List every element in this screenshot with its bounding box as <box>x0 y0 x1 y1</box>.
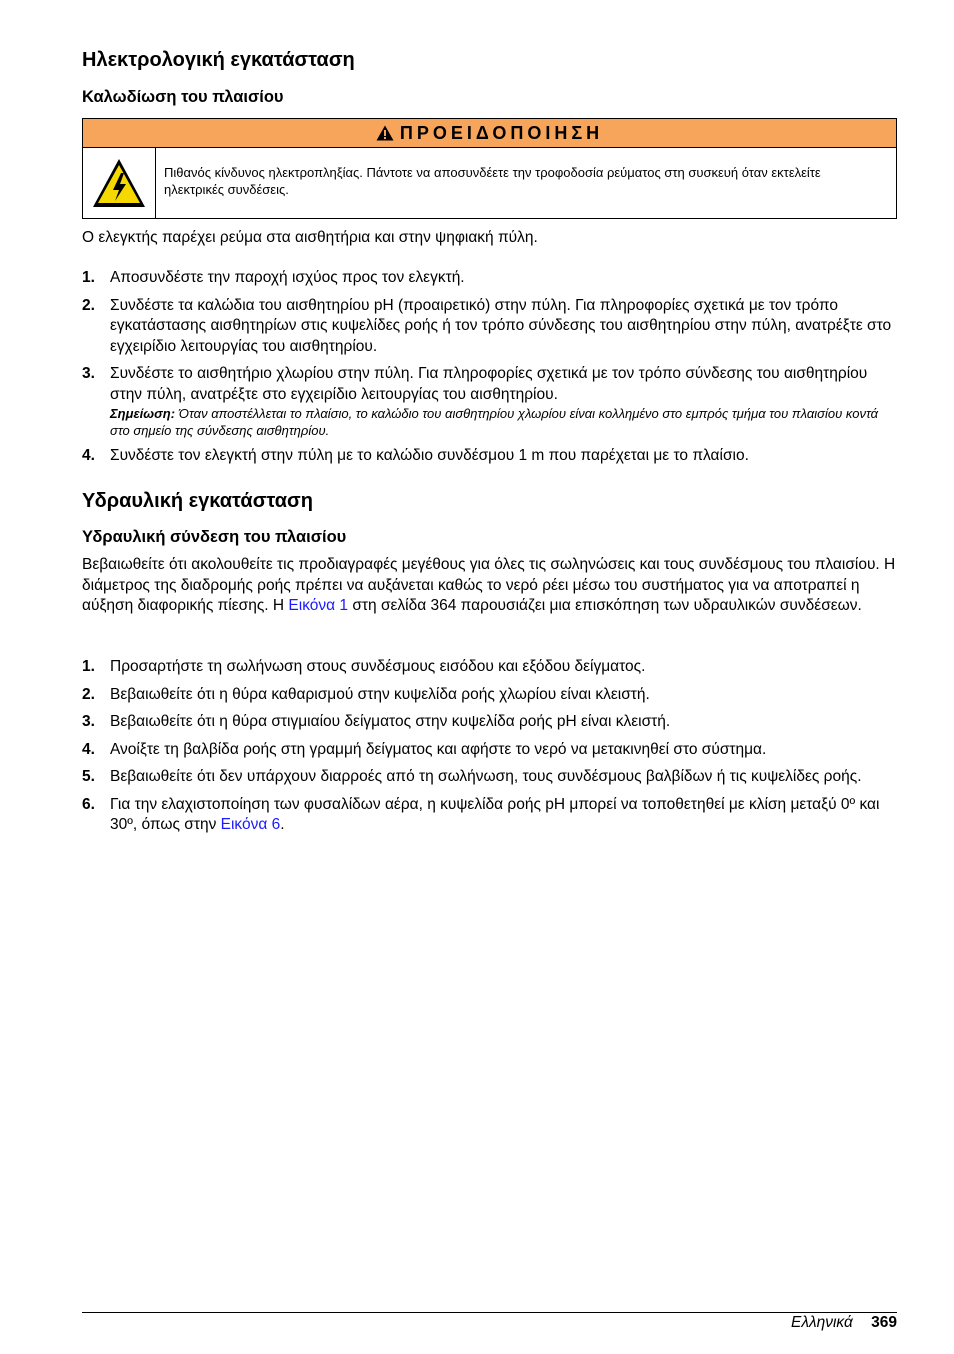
list-item <box>82 712 897 733</box>
subsection-title-wiring: Καλωδίωση του πλαισίου <box>82 88 284 106</box>
step-text: Ανοίξτε τη βαλβίδα ροής στη γραμμή δείγματος και αφήστε το νερό να μετακινηθεί στο σύστημα. <box>110 740 767 758</box>
section-title-electrical: Ηλεκτρολογική εγκατάσταση <box>82 49 355 71</box>
step-text-end: . <box>280 816 285 833</box>
step-text: Βεβαιωθείτε ότι δεν υπάρχουν διαρροές από τη σωλήνωση, τους συνδέσμους βαλβίδων ή τις κυψελίδες ροής. <box>110 768 862 785</box>
plumbing-intro-text: Βεβαιωθείτε ότι ακολουθείτε τις προδιαγραφές μεγέθους για όλες τις σωληνώσεις και τους συνδέσμους του πλαισίου. Η διάμετρος της διαδρομής ροής πρέπει να αυξάνεται καθώς το νερό ρέει μέσω του συστήματος για να αποτραπεί η αύξηση διαφορικής πίεσης. Η <box>82 556 896 614</box>
step-text: Συνδέστε τα καλώδια του αισθητηρίου pH (προαιρετικό) στην πύλη. Για πληροφορίες σχετικά με τον τρόπο εγκατάστασης αισθητηρίων στις κυψελίδες ροής ή τον τρόπο σύνδεσης του αισθητηρίου στην πύλη, ανατρέξτε στο εγχειρίδιο λειτουργίας του αισθητηρίου. <box>110 296 892 355</box>
plumbing-intro-text-end: στη σελίδα 364 παρουσιάζει μια επισκόπηση των υδραυλικών συνδέσεων. <box>348 597 862 614</box>
step-text: Βεβαιωθείτε ότι η θύρα στιγμιαίου δείγματος στην κυψελίδα ροής pH είναι κλειστή. <box>110 713 671 730</box>
list-item <box>82 657 897 678</box>
figure-1-link[interactable]: Εικόνα 1 <box>288 597 349 614</box>
note-text: Όταν αποστέλλεται το πλαίσιο, το καλώδιο του αισθητηρίου χλωρίου είναι κολλημένο στο εμπρός τμήμα του πλαισίου κοντά στο σημείο της σύνδεσης αισθητηρίου. <box>110 406 879 438</box>
step-number: 3. <box>82 365 95 382</box>
warning-text: Πιθανός κίνδυνος ηλεκτροπληξίας. Πάντοτε να αποσυνδέετε την τροφοδοσία ρεύματος στη συσκευή όταν εκτελείτε ηλεκτρικές συνδέσεις. <box>164 165 821 197</box>
step-number: 2. <box>82 685 95 703</box>
list-item <box>82 767 897 788</box>
warning-heading: ΠΡΟΕΙΔΟΠΟΙΗΣΗ <box>399 122 604 143</box>
list-item <box>82 296 897 358</box>
footer-language: Ελληνικά <box>791 1314 853 1331</box>
list-item <box>82 740 897 761</box>
electrical-hazard-icon <box>91 157 147 209</box>
step-number: 1. <box>82 269 95 286</box>
step-text: Συνδέστε τον ελεγκτή στην πύλη με το καλώδιο συνδέσμου 1 m που παρέχεται με το πλαίσιο. <box>110 447 749 464</box>
step-number: 1. <box>82 658 95 675</box>
step-number: 3. <box>82 713 95 730</box>
step-number: 4. <box>82 740 95 758</box>
section-title-hydraulic: Υδραυλική εγκατάσταση <box>82 490 313 512</box>
step-number: 4. <box>82 447 95 464</box>
list-item <box>82 364 897 439</box>
plumbing-intro <box>82 555 897 617</box>
figure-6-link[interactable]: Εικόνα 6 <box>220 816 281 833</box>
list-item <box>82 795 897 836</box>
step-number: 2. <box>82 296 95 314</box>
subsection-title-plumbing: Υδραυλική σύνδεση του πλαισίου <box>82 528 347 546</box>
note <box>110 405 897 439</box>
note-label: Σημείωση: <box>110 406 176 421</box>
list-item <box>82 685 897 706</box>
warning-icon-cell <box>83 148 156 218</box>
intro-paragraph: Ο ελεγκτής παρέχει ρεύμα στα αισθητήρια και στην ψηφιακή πύλη. <box>82 229 538 246</box>
page-footer <box>791 1313 897 1333</box>
plumbing-steps <box>82 657 897 836</box>
step-text: Αποσυνδέστε την παροχή ισχύος προς τον ελεγκτή. <box>110 269 465 286</box>
footer-divider <box>82 1312 897 1313</box>
step-number: 6. <box>82 795 95 813</box>
warning-header <box>83 119 896 148</box>
list-item <box>82 268 897 289</box>
list-item <box>82 446 897 467</box>
step-text: Συνδέστε το αισθητήριο χλωρίου στην πύλη. Για πληροφορίες σχετικά με τον τρόπο σύνδεσης του αισθητηρίου στην πύλη, ανατρέξτε στο εγχειρίδιο λειτουργίας του αισθητηρίου. <box>110 365 868 403</box>
step-text: Για την ελαχιστοποίηση των φυσαλίδων αέρα, η κυψελίδα ροής pH μπορεί να τοποθετηθεί με κλίση μεταξύ 0º και 30º, όπως στην <box>110 795 880 833</box>
warning-box <box>82 118 897 219</box>
step-text: Βεβαιωθείτε ότι η θύρα καθαρισμού στην κυψελίδα ροής χλωρίου είναι κλειστή. <box>110 685 650 703</box>
step-text: Προσαρτήστε τη σωλήνωση στους συνδέσμους εισόδου και εξόδου δείγματος. <box>110 658 646 675</box>
warning-triangle-icon <box>376 125 394 141</box>
wiring-steps <box>82 268 897 467</box>
step-number: 5. <box>82 768 95 785</box>
page-number: 369 <box>871 1314 897 1331</box>
